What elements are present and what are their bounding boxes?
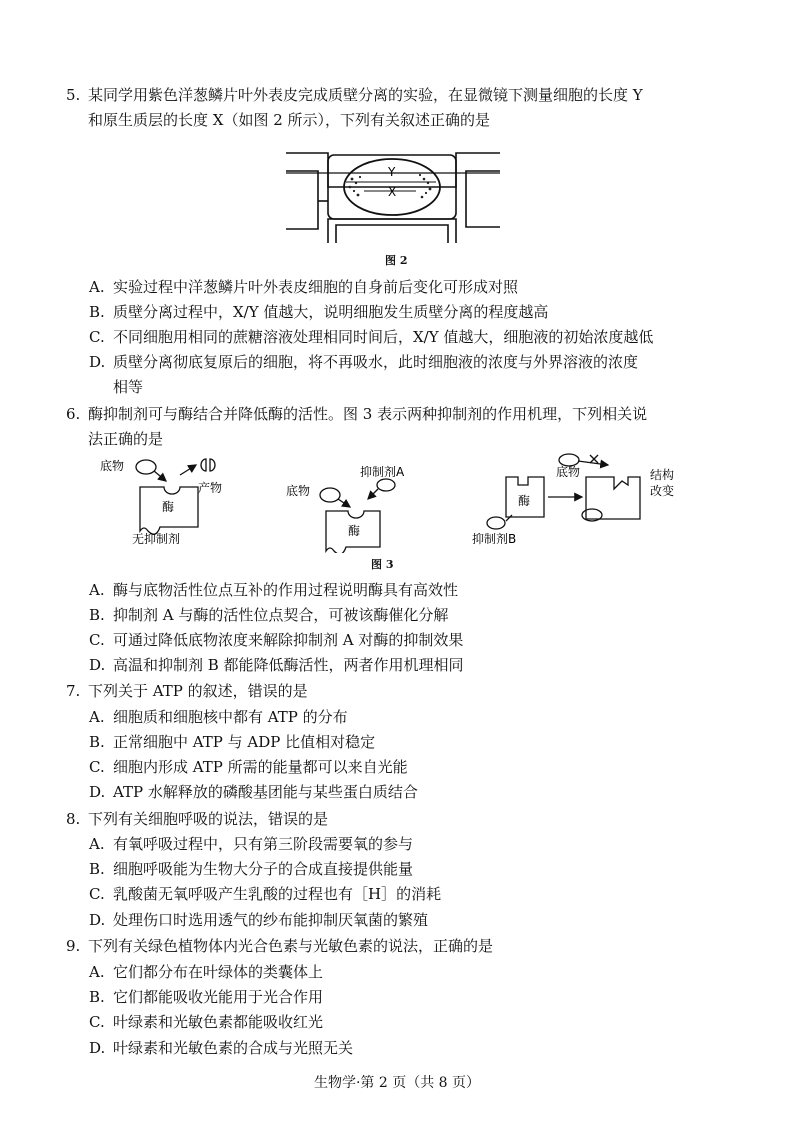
stem-line: 下列有关细胞呼吸的说法，错误的是 bbox=[88, 810, 329, 828]
question-6-option-a[interactable] bbox=[89, 578, 709, 603]
question-6-option-d[interactable] bbox=[89, 653, 709, 678]
option-text: 正常细胞中 ATP 与 ADP 比值相对稳定 bbox=[113, 733, 376, 751]
option-text: 不同细胞用相同的蔗糖溶液处理相同时间后，X/Y 值越大，细胞液的初始浓度越低 bbox=[113, 328, 654, 346]
option-letter: D. bbox=[89, 1039, 106, 1057]
option-letter: A. bbox=[89, 708, 105, 726]
option-text-continuation: 相等 bbox=[113, 378, 144, 396]
question-number: 5. bbox=[66, 86, 81, 104]
question-6-option-b[interactable] bbox=[89, 603, 709, 628]
figure-2-caption: 图 2 bbox=[385, 254, 408, 267]
option-text: 可通过降低底物浓度来解除抑制剂 A 对酶的抑制效果 bbox=[113, 631, 464, 649]
label-x: X bbox=[388, 185, 397, 199]
stem-line: 下列有关绿色植物体内光合色素与光敏色素的说法，正确的是 bbox=[88, 937, 494, 955]
option-letter: A. bbox=[89, 963, 105, 981]
question-number: 7. bbox=[66, 682, 81, 700]
question-7-option-b[interactable] bbox=[89, 730, 709, 755]
option-text: ATP 水解释放的磷酸基团能与某些蛋白质结合 bbox=[113, 783, 418, 801]
question-8-stem bbox=[66, 807, 706, 832]
option-letter: A. bbox=[89, 278, 105, 296]
stem-line: 某同学用紫色洋葱鳞片叶外表皮完成质壁分离的实验，在显微镜下测量细胞的长度 Y bbox=[88, 86, 643, 104]
option-text: 细胞内形成 ATP 所需的能量都可以来自光能 bbox=[113, 758, 408, 776]
option-text: 质壁分离过程中，X/Y 值越大，说明细胞发生质壁分离的程度越高 bbox=[113, 303, 549, 321]
question-9-option-c[interactable] bbox=[89, 1010, 709, 1035]
question-5-stem bbox=[66, 83, 706, 133]
option-text: 抑制剂 A 与酶的活性位点契合，可被该酶催化分解 bbox=[113, 606, 449, 624]
option-letter: D. bbox=[89, 353, 106, 371]
option-text: 质壁分离彻底复原后的细胞，将不再吸水，此时细胞液的浓度与外界溶液的浓度 bbox=[113, 353, 639, 371]
option-letter: B. bbox=[89, 303, 105, 321]
option-letter: C. bbox=[89, 1013, 105, 1031]
option-text: 细胞质和细胞核中都有 ATP 的分布 bbox=[113, 708, 348, 726]
question-5-option-c[interactable] bbox=[89, 325, 709, 350]
option-letter: B. bbox=[89, 860, 105, 878]
option-text: 乳酸菌无氧呼吸产生乳酸的过程也有［H］的消耗 bbox=[113, 885, 442, 903]
option-text: 有氧呼吸过程中，只有第三阶段需要氧的参与 bbox=[113, 835, 414, 853]
panel2-inhibitor-a-label: 抑制剂A bbox=[360, 465, 405, 479]
question-number: 8. bbox=[66, 810, 81, 828]
option-letter: B. bbox=[89, 606, 105, 624]
option-letter: A. bbox=[89, 835, 105, 853]
question-5-option-a[interactable] bbox=[89, 275, 709, 300]
panel3-structure-label: 结构 bbox=[650, 468, 675, 482]
stem-line: 酶抑制剂可与酶结合并降低酶的活性。图 3 表示两种抑制剂的作用机理，下列相关说 bbox=[88, 405, 648, 423]
question-5-option-d[interactable] bbox=[89, 350, 709, 400]
question-number: 9. bbox=[66, 937, 81, 955]
question-9-option-b[interactable] bbox=[89, 985, 709, 1010]
question-8-option-d[interactable] bbox=[89, 908, 709, 933]
option-letter: C. bbox=[89, 758, 105, 776]
panel3-change-label: 改变 bbox=[650, 484, 675, 498]
question-8-option-a[interactable] bbox=[89, 832, 709, 857]
question-7-option-d[interactable] bbox=[89, 780, 709, 805]
panel3-inhibitor-b-label: 抑制剂B bbox=[472, 532, 517, 546]
panel3-substrate-label: 底物 bbox=[556, 465, 581, 479]
question-7-option-c[interactable] bbox=[89, 755, 709, 780]
option-text: 它们都分布在叶绿体的类囊体上 bbox=[113, 963, 324, 981]
option-letter: B. bbox=[89, 733, 105, 751]
option-text: 酶与底物活性位点互补的作用过程说明酶具有高效性 bbox=[113, 581, 459, 599]
option-letter: D. bbox=[89, 783, 106, 801]
question-9-option-a[interactable] bbox=[89, 960, 709, 985]
question-5-option-b[interactable] bbox=[89, 300, 709, 325]
question-7-stem bbox=[66, 679, 706, 704]
option-letter: C. bbox=[89, 328, 105, 346]
panel2-enzyme-label: 酶 bbox=[348, 524, 361, 538]
option-text: 处理伤口时选用透气的纱布能抑制厌氧菌的繁殖 bbox=[113, 911, 429, 929]
panel2-substrate-label: 底物 bbox=[286, 484, 311, 498]
option-text: 高温和抑制剂 B 都能降低酶活性，两者作用机理相同 bbox=[113, 656, 464, 674]
option-text: 实验过程中洋葱鳞片叶外表皮细胞的自身前后变化可形成对照 bbox=[113, 278, 519, 296]
question-9-stem bbox=[66, 934, 706, 959]
option-letter: C. bbox=[89, 885, 105, 903]
option-text: 叶绿素和光敏色素都能吸收红光 bbox=[113, 1013, 324, 1031]
question-number: 6. bbox=[66, 405, 81, 423]
stem-line: 下列关于 ATP 的叙述，错误的是 bbox=[88, 682, 308, 700]
panel1-substrate-label: 底物 bbox=[100, 459, 125, 473]
option-letter: A. bbox=[89, 581, 105, 599]
stem-line: 法正确的是 bbox=[88, 430, 164, 448]
panel1-product-label: 产物 bbox=[198, 481, 223, 495]
option-letter: B. bbox=[89, 988, 105, 1006]
question-9-option-d[interactable] bbox=[89, 1036, 709, 1061]
question-6-option-c[interactable] bbox=[89, 628, 709, 653]
page-footer: 生物学·第 2 页（共 8 页） bbox=[313, 1075, 481, 1091]
question-8-option-b[interactable] bbox=[89, 857, 709, 882]
option-text: 细胞呼吸能为生物大分子的合成直接提供能量 bbox=[113, 860, 414, 878]
label-y: Y bbox=[388, 165, 396, 179]
figure-3-inhibitor-diagram bbox=[94, 445, 714, 553]
question-7-option-a[interactable] bbox=[89, 705, 709, 730]
option-text: 它们都能吸收光能用于光合作用 bbox=[113, 988, 324, 1006]
panel1-no-inhibitor-label: 无抑制剂 bbox=[132, 532, 181, 546]
stem-line: 和原生质层的长度 X（如图 2 所示），下列有关叙述正确的是 bbox=[88, 111, 491, 129]
question-8-option-c[interactable] bbox=[89, 882, 709, 907]
option-letter: D. bbox=[89, 656, 106, 674]
option-text: 叶绿素和光敏色素的合成与光照无关 bbox=[113, 1039, 354, 1057]
figure-2-cell-diagram bbox=[284, 143, 504, 243]
figure-3-caption: 图 3 bbox=[371, 558, 394, 571]
panel3-enzyme-label: 酶 bbox=[518, 494, 531, 508]
option-letter: D. bbox=[89, 911, 106, 929]
option-letter: C. bbox=[89, 631, 105, 649]
panel1-enzyme-label: 酶 bbox=[162, 500, 175, 514]
